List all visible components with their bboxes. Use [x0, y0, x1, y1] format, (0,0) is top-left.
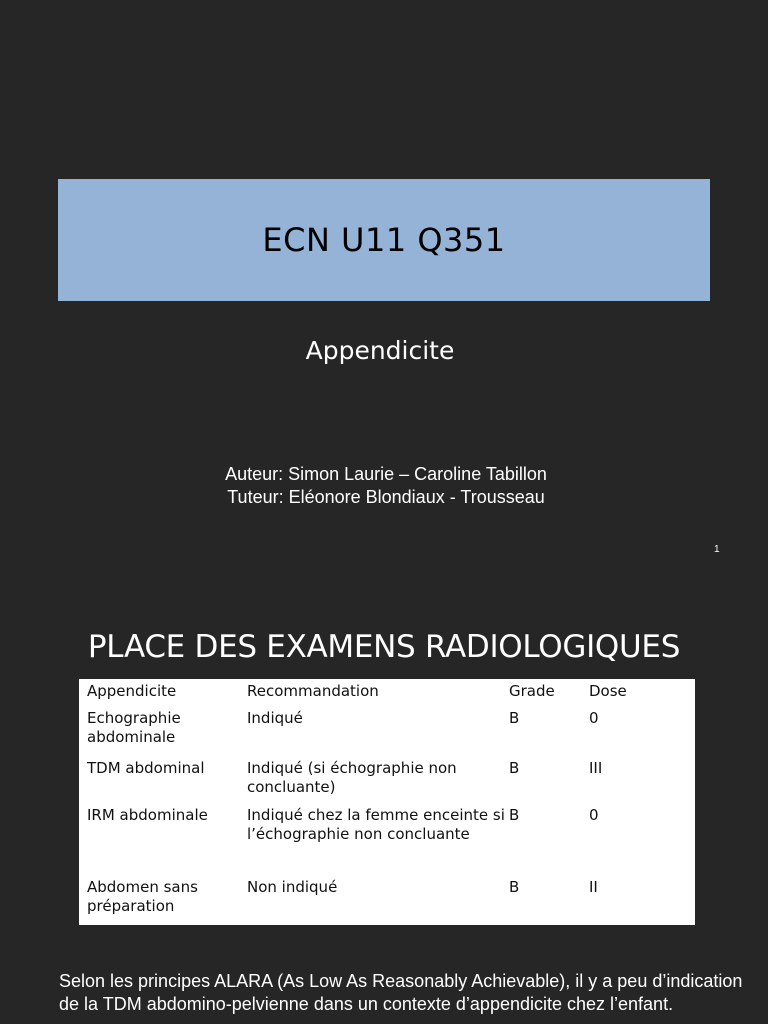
- section-heading: PLACE DES EXAMENS RADIOLOGIQUES: [87, 629, 681, 665]
- credits: [0, 463, 768, 509]
- table-row: [79, 876, 695, 926]
- alara-note: Selon les principes ALARA (As Low As Reasonably Achievable), il y a peu d’indication de la TDM abdomino-pelvienne dans un contexte d’appendicite chez l’enfant.: [59, 971, 743, 1014]
- exams-table: [79, 679, 695, 926]
- cell-recommandation: Non indiqué: [247, 878, 338, 896]
- cell-recommandation: Indiqué chez la femme enceinte si l’échographie non concluante: [247, 806, 505, 843]
- cell-exam: TDM abdominal: [87, 759, 205, 777]
- header-appendicite: Appendicite: [87, 682, 177, 700]
- cell-dose: III: [589, 759, 603, 777]
- cell-recommandation: Indiqué: [247, 709, 303, 727]
- table-header-row: [79, 679, 695, 707]
- cell-dose: 0: [589, 709, 599, 727]
- table-row: [79, 804, 695, 876]
- table-row: [79, 757, 695, 804]
- cell-dose: 0: [589, 806, 599, 824]
- header-recommandation: Recommandation: [247, 682, 379, 700]
- header-grade: Grade: [509, 682, 555, 700]
- cell-dose: II: [589, 878, 598, 896]
- cell-exam: IRM abdominale: [87, 806, 208, 824]
- cell-exam: Abdomen sans préparation: [87, 878, 198, 915]
- cell-grade: B: [509, 759, 520, 777]
- cell-grade: B: [509, 878, 520, 896]
- cell-recommandation: Indiqué (si échographie non concluante): [247, 759, 457, 796]
- cell-exam: Echographie abdominale: [87, 709, 181, 746]
- cell-grade: B: [509, 709, 520, 727]
- exams-table-container: [79, 679, 695, 925]
- header-dose: Dose: [589, 682, 627, 700]
- author-line: Auteur: Simon Laurie – Caroline Tabillon: [225, 464, 547, 484]
- slide-title: ECN U11 Q351: [262, 221, 506, 259]
- cell-grade: B: [509, 806, 520, 824]
- title-band: [58, 179, 710, 301]
- slide-subtitle: Appendicite: [305, 336, 455, 365]
- page-number: 1: [714, 544, 720, 555]
- table-row: [79, 707, 695, 757]
- tutor-line: Tuteur: Eléonore Blondiaux - Trousseau: [227, 487, 545, 507]
